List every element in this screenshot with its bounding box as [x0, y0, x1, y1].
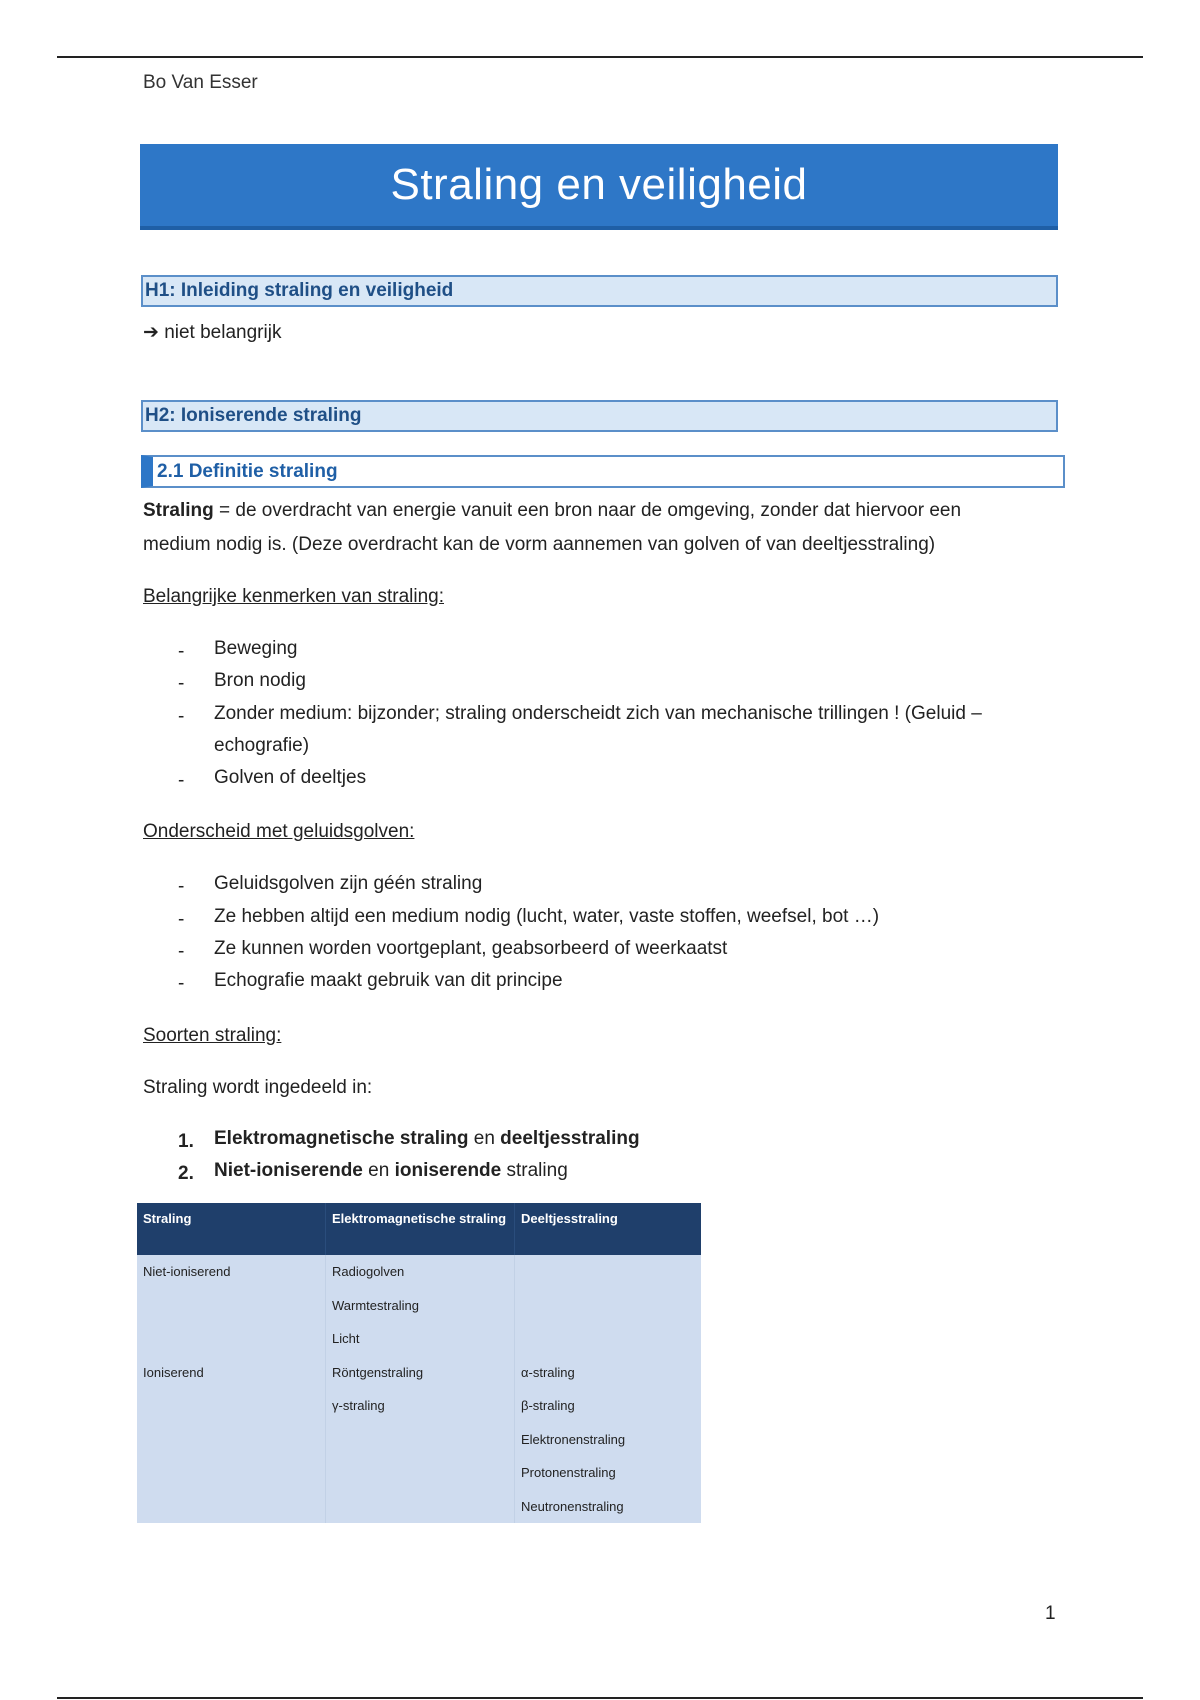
numbered-item-2 [214, 1155, 568, 1187]
soorten-title: Soorten straling: [143, 1025, 282, 1046]
table-cell: Warmtestraling [326, 1289, 515, 1323]
bottom-rule [57, 1697, 1143, 1699]
table-cell: Neutronenstraling [515, 1490, 702, 1524]
table-cell [137, 1490, 326, 1524]
bullet-dash: - [178, 973, 185, 994]
radiation-table [137, 1203, 701, 1523]
bold-term: Niet-ioniserende [214, 1160, 363, 1181]
table-cell [137, 1389, 326, 1423]
h1-note [143, 316, 281, 350]
list-item: Beweging [214, 638, 298, 659]
table-cell [137, 1456, 326, 1490]
list-item: Echografie maakt gebruik van dit principe [214, 970, 563, 991]
heading-h1: H1: Inleiding straling en veiligheid [141, 275, 1058, 307]
table-row [137, 1322, 701, 1356]
table-cell: α-straling [515, 1356, 702, 1390]
table-cell: β-straling [515, 1389, 702, 1423]
table-cell [515, 1289, 702, 1323]
list-number: 1. [178, 1131, 194, 1152]
bullet-dash: - [178, 770, 185, 791]
table-cell [515, 1322, 702, 1356]
table-cell [326, 1490, 515, 1524]
table-row [137, 1389, 701, 1423]
bullet-dash: - [178, 909, 185, 930]
list-item: Bron nodig [214, 670, 306, 691]
connector: en [362, 1160, 395, 1181]
definition-term: Straling [143, 500, 214, 521]
table-cell: Licht [326, 1322, 515, 1356]
table-cell [326, 1423, 515, 1457]
list-item: Geluidsgolven zijn géén straling [214, 873, 483, 894]
h1-note-text: niet belangrijk [164, 322, 282, 343]
bullet-dash: - [178, 876, 185, 897]
table-cell: Niet-ioniserend [137, 1255, 326, 1289]
column-header: Straling [137, 1203, 326, 1255]
definition-line-2: medium nodig is. (Deze overdracht kan de vorm aannemen van golven of van deeltjesstraling) [143, 534, 936, 555]
definition-text: = de overdracht van energie vanuit een bron naar de omgeving, zonder dat hiervoor een [213, 500, 962, 521]
table-cell: Elektronenstraling [515, 1423, 702, 1457]
list-item-continuation: echografie) [214, 735, 310, 756]
table-cell: Protonenstraling [515, 1456, 702, 1490]
header-author: Bo Van Esser [143, 72, 258, 93]
bullet-dash: - [178, 673, 185, 694]
list-item: Ze hebben altijd een medium nodig (lucht, water, vaste stoffen, weefsel, bot …) [214, 906, 880, 927]
table-cell [515, 1255, 702, 1289]
bold-term: deeltjesstraling [500, 1128, 640, 1149]
table-row [137, 1456, 701, 1490]
table-header-row [137, 1203, 701, 1255]
document-title: Straling en veiligheid [390, 160, 808, 209]
table-cell: Ioniserend [137, 1356, 326, 1390]
connector: straling [501, 1160, 568, 1181]
page-number: 1 [1045, 1603, 1056, 1624]
bold-term: ioniserende [394, 1160, 502, 1181]
table-row [137, 1423, 701, 1457]
heading-h2: H2: Ioniserende straling [141, 400, 1058, 432]
bold-term: Elektromagnetische straling [214, 1128, 469, 1149]
arrow-icon: ➔ [143, 322, 159, 343]
table-cell: γ-straling [326, 1389, 515, 1423]
heading-2-1: 2.1 Definitie straling [141, 455, 1065, 488]
title-banner [140, 144, 1058, 230]
table-cell [137, 1289, 326, 1323]
connector: en [468, 1128, 501, 1149]
table-cell: Radiogolven [326, 1255, 515, 1289]
list-item: Zonder medium: bijzonder; straling onderscheidt zich van mechanische trillingen ! (Geluid – [214, 703, 982, 724]
list-number: 2. [178, 1163, 194, 1184]
table-row [137, 1356, 701, 1390]
definition-line-1 [143, 494, 961, 528]
column-header: Deeltjesstraling [515, 1203, 702, 1255]
geluid-title: Onderscheid met geluidsgolven: [143, 821, 415, 842]
table-cell [326, 1456, 515, 1490]
bullet-dash: - [178, 706, 185, 727]
ingedeeld-text: Straling wordt ingedeeld in: [143, 1077, 373, 1098]
table-cell [137, 1423, 326, 1457]
table-cell [137, 1322, 326, 1356]
table-cell: Röntgenstraling [326, 1356, 515, 1390]
list-item: Golven of deeltjes [214, 767, 367, 788]
top-rule [57, 56, 1143, 58]
bullet-dash: - [178, 641, 185, 662]
column-header: Elektromagnetische straling [326, 1203, 515, 1255]
list-item: Ze kunnen worden voortgeplant, geabsorbeerd of weerkaatst [214, 938, 728, 959]
numbered-item-1 [214, 1123, 640, 1155]
bullet-dash: - [178, 941, 185, 962]
table-row [137, 1289, 701, 1323]
table-row [137, 1490, 701, 1524]
kenmerken-title: Belangrijke kenmerken van straling: [143, 586, 444, 607]
table-row [137, 1255, 701, 1289]
